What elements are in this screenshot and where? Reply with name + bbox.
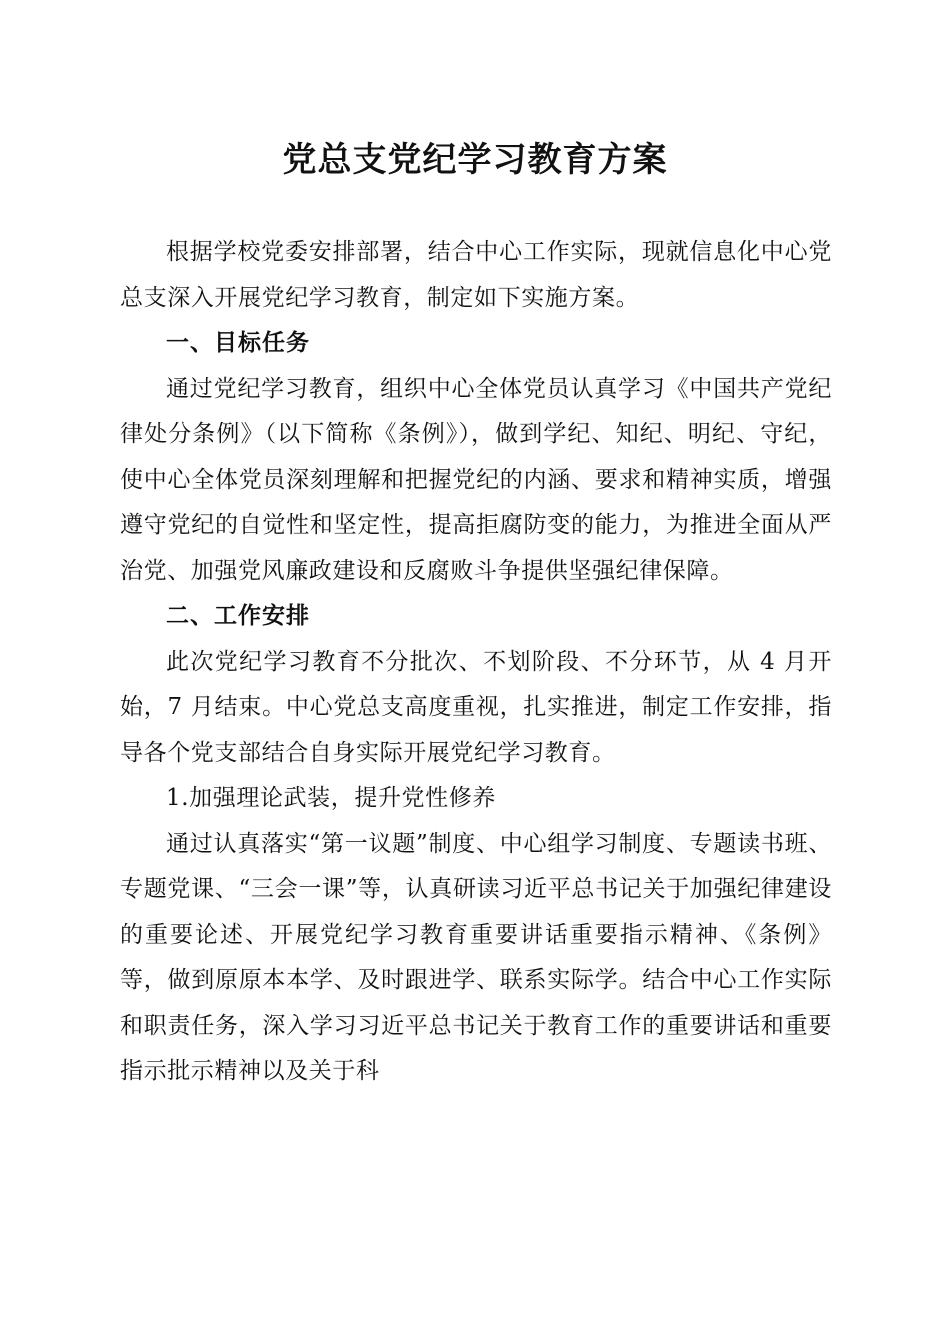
section-heading-arrangement: 二、工作安排 [166, 603, 310, 629]
subsection-heading-theory: 1.加强理论武装，提升党性修养 [166, 785, 496, 811]
arrangement-paragraph: 此次党纪学习教育不分批次、不划阶段、不分环节，从 4 月开始，7 月结束。中心党总支高度重视，扎实推进，制定工作安排，指导各个党支部结合自身实际开展党纪学习教育。 [120, 648, 832, 766]
intro-paragraph: 根据学校党委安排部署，结合中心工作实际，现就信息化中心党总支深入开展党纪学习教育，制定如下实施方案。 [120, 239, 832, 311]
section-heading-goals: 一、目标任务 [166, 330, 310, 356]
theory-paragraph: 通过认真落实“第一议题”制度、中心组学习制度、专题读书班、专题党课、“三会一课”等，认真研读习近平总书记关于加强纪律建设的重要论述、开展党纪学习教育重要讲话重要指示精神、《条例》等，做到原原本本学、及时跟进学、联系实际学。结合中心工作实际和职责任务，深入学习习近平总书记关于教育工作的重要讲话和重要指示批示精神以及关于科 [120, 830, 832, 1084]
document-title: 党总支党纪学习教育方案 [282, 140, 668, 180]
goals-paragraph: 通过党纪学习教育，组织中心全体党员认真学习《中国共产党纪律处分条例》（以下简称《条例》），做到学纪、知纪、明纪、守纪，使中心全体党员深刻理解和把握党纪的内涵、要求和精神实质，增强遵守党纪的自觉性和坚定性，提高拒腐防变的能力，为推进全面从严治党、加强党风廉政建设和反腐败斗争提供坚强纪律保障。 [120, 375, 832, 584]
document-body [120, 230, 832, 1095]
